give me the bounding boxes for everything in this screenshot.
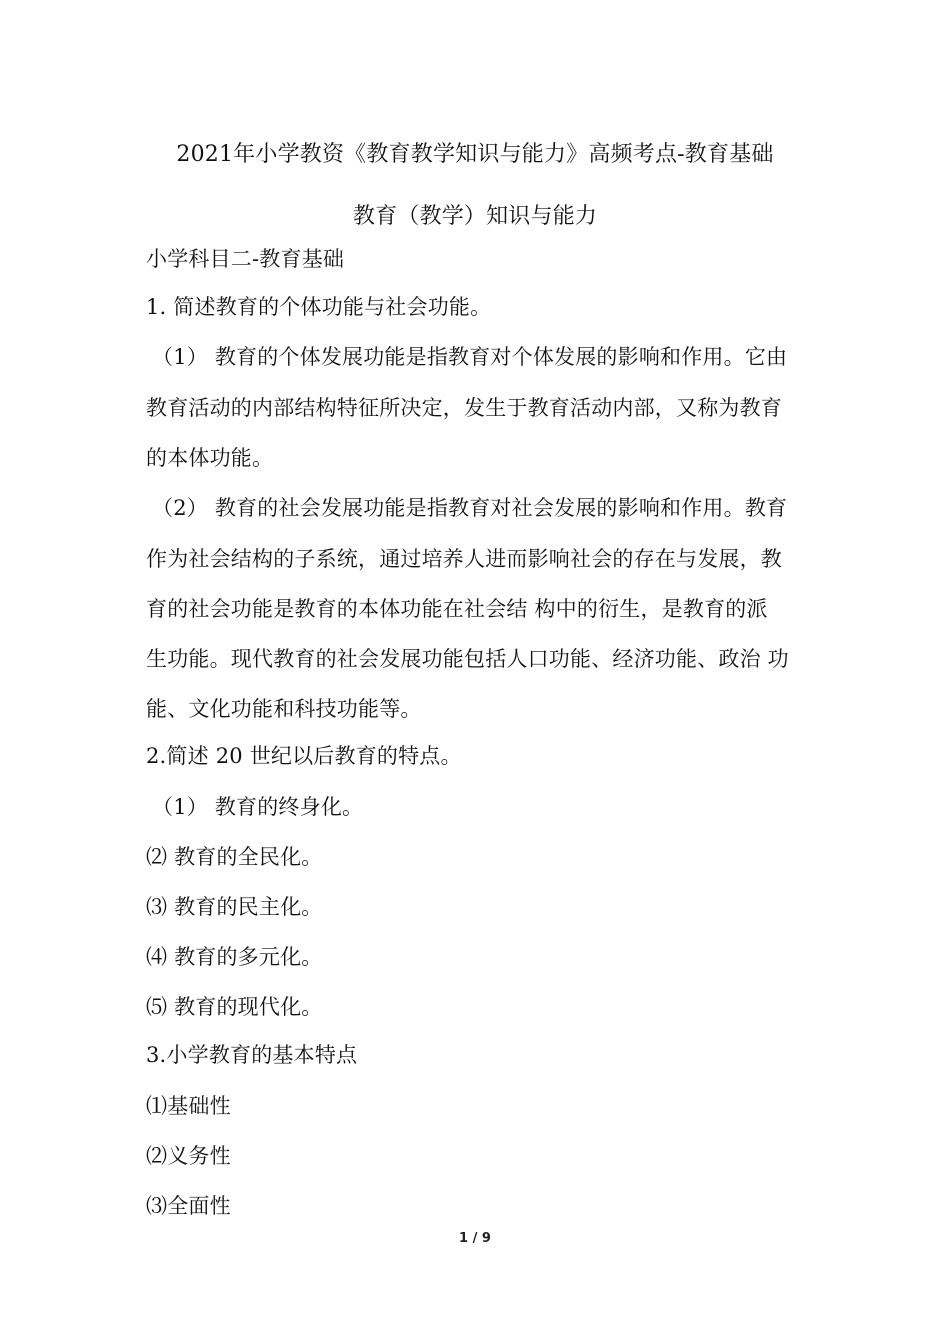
question-1-heading: 1. 简述教育的个体功能与社会功能。 — [146, 295, 492, 319]
list-item: ⑵义务性 — [146, 1144, 231, 1168]
paragraph-line: （1） 教育的个体发展功能是指教育对个体发展的影响和作用。它由 — [152, 345, 788, 369]
paragraph-line: 育的社会功能是教育的本体功能在社会结 构中的衍生，是教育的派 — [146, 597, 768, 621]
list-item: ⑴基础性 — [146, 1094, 231, 1118]
list-item: ⑶全面性 — [146, 1194, 231, 1218]
paragraph-line: （2） 教育的社会发展功能是指教育对社会发展的影响和作用。教育 — [152, 496, 788, 520]
paragraph-line: 生功能。现代教育的社会发展功能包括人口功能、经济功能、政治 功 — [146, 647, 789, 671]
question-3-heading: 3.小学教育的基本特点 — [146, 1043, 358, 1067]
list-item: ⑸ 教育的现代化。 — [146, 995, 323, 1019]
document-title: 2021年小学教资《教育教学知识与能力》高频考点-教育基础 — [176, 142, 774, 167]
paragraph-line: 能、文化功能和科技功能等。 — [146, 697, 422, 721]
section-heading: 小学科目二-教育基础 — [146, 247, 345, 271]
list-item: （1） 教育的终身化。 — [152, 795, 364, 819]
list-item: ⑷ 教育的多元化。 — [146, 945, 323, 969]
list-item: ⑵ 教育的全民化。 — [146, 845, 323, 869]
question-2-heading: 2.简述 20 世纪以后教育的特点。 — [146, 744, 462, 768]
list-item: ⑶ 教育的民主化。 — [146, 895, 323, 919]
paragraph-line: 教育活动的内部结构特征所决定，发生于教育活动内部，又称为教育 — [146, 396, 782, 420]
page-indicator: 1 / 9 — [459, 1231, 491, 1246]
paragraph-line: 作为社会结构的子系统，通过培养人进而影响社会的存在与发展，教 — [146, 547, 782, 571]
paragraph-line: 的本体功能。 — [146, 446, 274, 470]
document-subtitle: 教育（教学）知识与能力 — [352, 204, 598, 229]
